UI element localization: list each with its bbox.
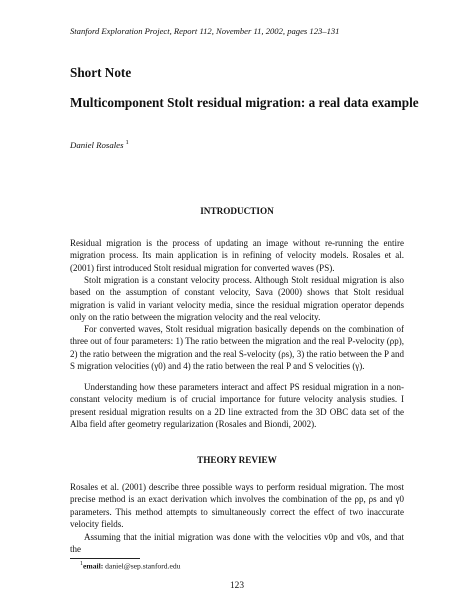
section-heading-theory-review: THEORY REVIEW <box>197 455 277 465</box>
intro-paragraph-2: Stolt migration is a constant velocity process. Although Stolt residual migration is also based on the assumption of constant velocity, Sava (2000) shows that Stolt residual migration is valid in variant velocity media, since the residual migration operator depends only on the ratio between the migration velocity and the real velocity. <box>70 275 404 323</box>
theory-paragraph-2: Assuming that the initial migration was done with the velocities v0p and v0s, and that the <box>70 532 404 555</box>
section-label: Short Note <box>70 65 132 80</box>
footnote-rule <box>70 558 140 559</box>
author-line <box>70 139 129 150</box>
footnote-label: email: <box>83 561 104 571</box>
running-head: Stanford Exploration Project, Report 112, November 11, 2002, pages 123–131 <box>70 26 340 36</box>
paper-title: Multicomponent Stolt residual migration: a real data example <box>70 95 419 110</box>
footnote-email: daniel@sep.stanford.edu <box>105 561 181 571</box>
theory-paragraph-1: Rosales et al. (2001) describe three possible ways to perform residual migration. The most precise method is an exact derivation which involves the combination of the ρp, ρs and γ0 parameters. This method attempts to simultaneously correct the effect of two inaccurate velocity fields. <box>70 482 404 530</box>
footnote-mark: 1 <box>80 561 83 567</box>
author-footnote-mark: 1 <box>125 139 129 146</box>
intro-paragraph-1: Residual migration is the process of updating an image without re-running the entire migration process. Its main application is in refining of velocity models. Rosales et al. (2001) first introduced Stolt residual migration for converted waves (PS). <box>70 238 404 273</box>
section-heading-introduction: INTRODUCTION <box>200 206 274 216</box>
intro-paragraph-4: Understanding how these parameters interact and affect PS residual migration in a non-constant velocity medium is of crucial importance for future velocity analysis studies. I present residual migration results on a 2D line extracted from the 3D OBC data set of the Alba field after geometry regularization (Rosales and Biondi, 2002). <box>70 382 404 430</box>
footnote <box>80 561 180 571</box>
page-number: 123 <box>229 581 245 591</box>
author-name: Daniel Rosales <box>70 140 124 150</box>
intro-paragraph-3: For converted waves, Stolt residual migration basically depends on the combination of three out of four parameters: 1) The ratio between the migration and the real P-velocity (ρp), 2) the ratio between the migration and the real S-velocity (ρs), 3) the ratio between the P and S migration velocities (γ0) and 4) the ratio between the real P and S velocities (γ). <box>70 324 404 372</box>
